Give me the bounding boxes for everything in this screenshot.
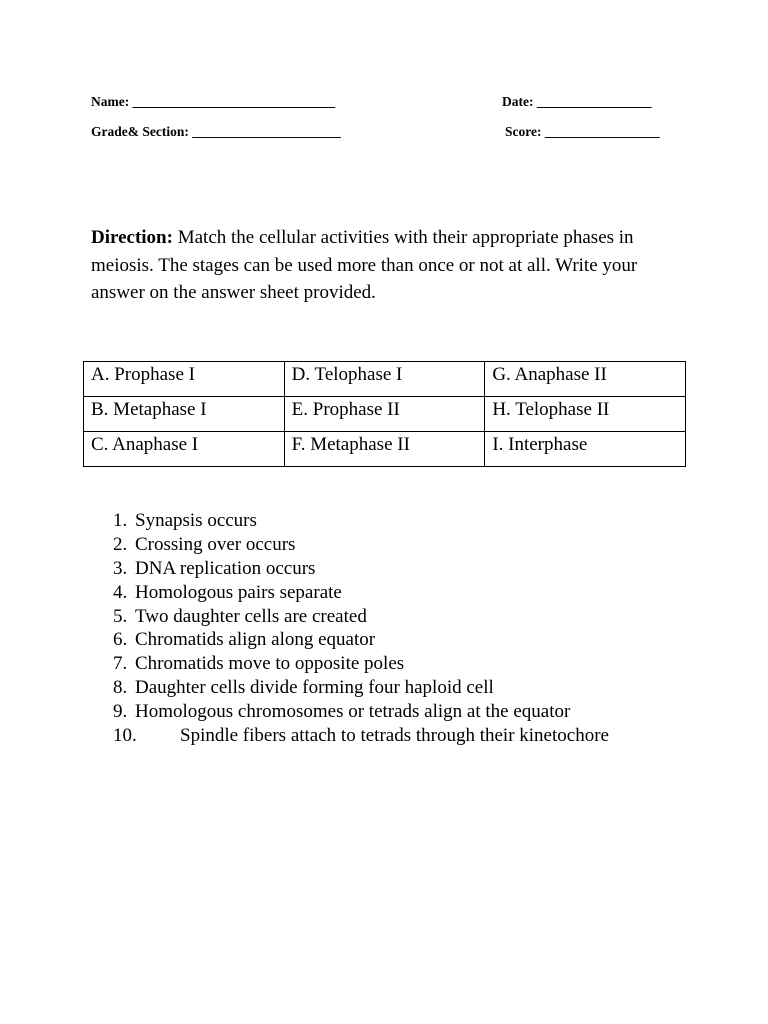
list-item bbox=[113, 509, 609, 533]
item-text: Homologous chromosomes or tetrads align at the equator bbox=[135, 701, 571, 723]
score-field: Score: _________________ bbox=[505, 124, 660, 139]
item-text: Synapsis occurs bbox=[135, 510, 257, 531]
list-item bbox=[113, 557, 609, 581]
item-text: Homologous pairs separate bbox=[135, 581, 342, 603]
table-cell: E. Prophase II bbox=[284, 397, 485, 432]
item-number: 3. bbox=[113, 557, 128, 579]
list-item bbox=[113, 533, 609, 557]
table-cell: H. Telophase II bbox=[485, 397, 686, 432]
item-text: Spindle fibers attach to tetrads through their kinetochore bbox=[180, 725, 609, 747]
item-text: Chromatids align along equator bbox=[135, 629, 376, 651]
item-number: 6. bbox=[113, 629, 128, 651]
list-item bbox=[113, 700, 609, 724]
list-item bbox=[113, 724, 609, 748]
table-cell: A. Prophase I bbox=[84, 362, 285, 397]
table-row bbox=[84, 432, 686, 467]
item-number: 1. bbox=[113, 510, 128, 531]
item-number: 8. bbox=[113, 677, 128, 699]
direction-paragraph bbox=[91, 224, 691, 307]
table-cell: C. Anaphase I bbox=[84, 432, 285, 467]
item-number: 10. bbox=[113, 725, 137, 747]
activities-list bbox=[113, 509, 609, 748]
list-item bbox=[113, 676, 609, 700]
item-number: 2. bbox=[113, 533, 128, 555]
phases-table bbox=[83, 361, 686, 467]
item-text: Two daughter cells are created bbox=[135, 605, 367, 627]
table-cell: D. Telophase I bbox=[284, 362, 485, 397]
item-number: 4. bbox=[113, 581, 128, 603]
list-item bbox=[113, 652, 609, 676]
table-cell: F. Metaphase II bbox=[284, 432, 485, 467]
name-field: Name: ______________________________ bbox=[91, 94, 336, 109]
item-number: 9. bbox=[113, 701, 128, 723]
item-number: 7. bbox=[113, 653, 128, 675]
date-field: Date: _________________ bbox=[502, 94, 652, 109]
list-item bbox=[113, 581, 609, 605]
item-text: Chromatids move to opposite poles bbox=[135, 653, 405, 675]
table-row bbox=[84, 362, 686, 397]
direction-text: Match the cellular activities with their appropriate phases in meiosis. The stages can be used more than once or not at all. Write your answer on the answer sheet provided. bbox=[91, 227, 638, 303]
table-cell: G. Anaphase II bbox=[485, 362, 686, 397]
table-row bbox=[84, 397, 686, 432]
table-cell: I. Interphase bbox=[485, 432, 686, 467]
table-cell: B. Metaphase I bbox=[84, 397, 285, 432]
item-text: Crossing over occurs bbox=[135, 533, 296, 555]
list-item bbox=[113, 605, 609, 629]
list-item bbox=[113, 628, 609, 652]
grade-section-field: Grade& Section: ______________________ bbox=[91, 124, 341, 139]
item-number: 5. bbox=[113, 605, 128, 627]
item-text: DNA replication occurs bbox=[135, 557, 316, 579]
item-text: Daughter cells divide forming four haploid cell bbox=[135, 677, 494, 699]
direction-label: Direction: bbox=[91, 227, 173, 248]
